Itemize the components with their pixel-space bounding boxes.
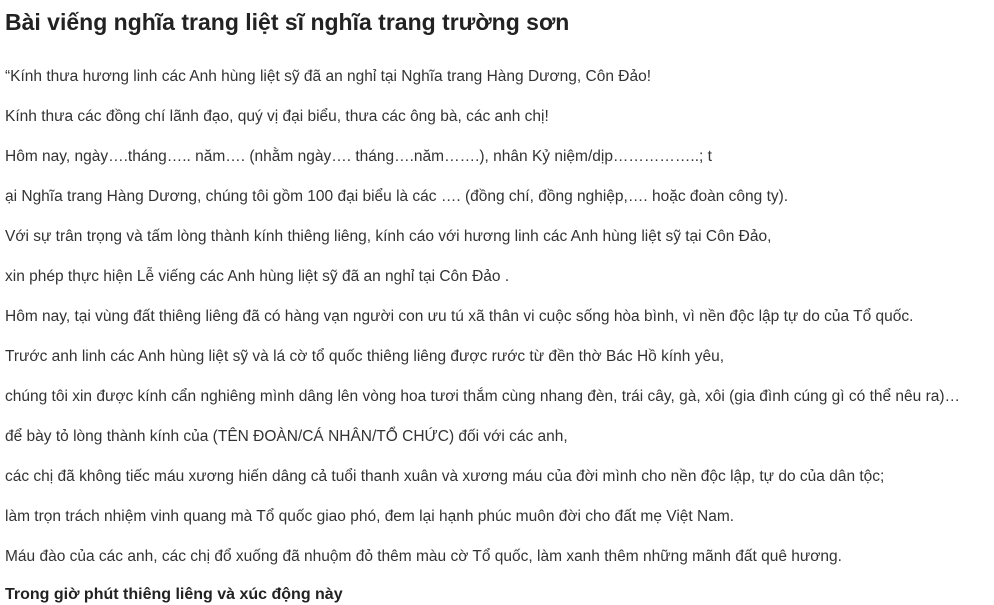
paragraph: “Kính thưa hương linh các Anh hùng liệt sỹ đã an nghỉ tại Nghĩa trang Hàng Dương, Côn Đảo! xyxy=(5,68,652,85)
paragraph: ại Nghĩa trang Hàng Dương, chúng tôi gồm 100 đại biểu là các …. (đồng chí, đồng nghiệp,…. hoặc đoàn công ty). xyxy=(5,188,789,205)
article xyxy=(5,0,994,605)
paragraph: để bày tỏ lòng thành kính của (TÊN ĐOÀN/CÁ NHÂN/TỔ CHỨC) đối với các anh, xyxy=(5,428,568,445)
paragraph: Hôm nay, tại vùng đất thiêng liêng đã có hàng vạn người con ưu tú xã thân vi cuộc sống hòa bình, vì nền độc lập tự do của Tổ quốc. xyxy=(5,308,914,325)
paragraph: Máu đào của các anh, các chị đổ xuống đã nhuộm đỏ thêm màu cờ Tổ quốc, làm xanh thêm những mãnh đất quê hương. xyxy=(5,548,842,565)
paragraph: các chị đã không tiếc máu xương hiến dâng cả tuổi thanh xuân và xương máu của đời mình cho nền độc lập, tự do của dân tộc; xyxy=(5,468,885,485)
article-body xyxy=(5,57,994,577)
paragraph: Hôm nay, ngày….tháng….. năm…. (nhằm ngày…. tháng….năm…….), nhân Kỷ niệm/dịp……………..; t xyxy=(5,148,712,165)
section-subheading: Trong giờ phút thiêng liêng và xúc động này xyxy=(5,586,343,603)
paragraph: làm trọn trách nhiệm vinh quang mà Tổ quốc giao phó, đem lại hạnh phúc muôn đời cho đất mẹ Việt Nam. xyxy=(5,508,735,525)
paragraph: Kính thưa các đồng chí lãnh đạo, quý vị đại biểu, thưa các ông bà, các anh chị! xyxy=(5,108,549,125)
paragraph: Trước anh linh các Anh hùng liệt sỹ và lá cờ tổ quốc thiêng liêng được rước từ đền thờ Bác Hồ kính yêu, xyxy=(5,348,725,365)
paragraph: xin phép thực hiện Lễ viếng các Anh hùng liệt sỹ đã an nghỉ tại Côn Đảo . xyxy=(5,268,510,285)
paragraph: chúng tôi xin được kính cẩn nghiêng mình dâng lên vòng hoa tươi thắm cùng nhang đèn, trái cây, gà, xôi (gia đình cúng gì có thể nêu ra)… xyxy=(5,388,961,405)
paragraph: Với sự trân trọng và tấm lòng thành kính thiêng liêng, kính cáo với hương linh các Anh hùng liệt sỹ tại Côn Đảo, xyxy=(5,228,772,245)
page-title: Bài viếng nghĩa trang liệt sĩ nghĩa trang trường sơn xyxy=(5,9,570,35)
